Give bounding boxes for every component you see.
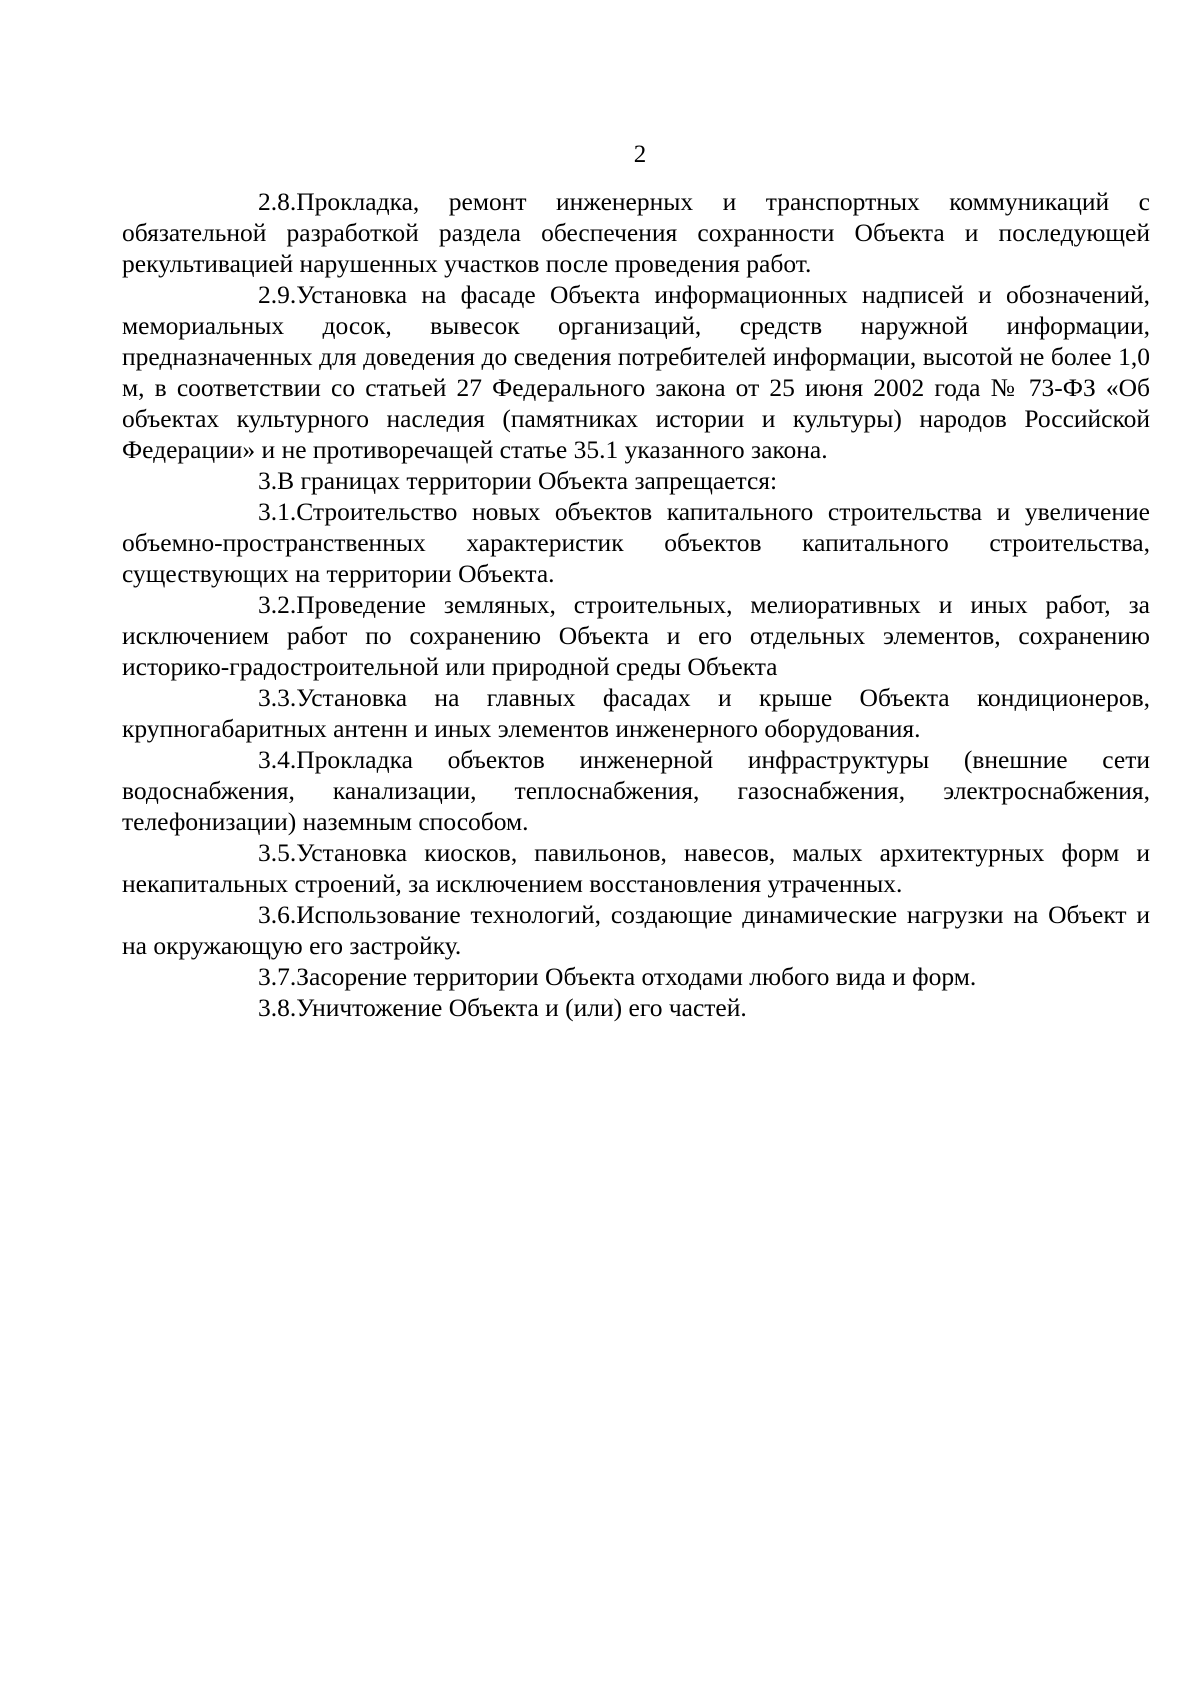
paragraph-number: 2.8. <box>258 187 297 216</box>
paragraph-3-3 <box>122 682 1150 744</box>
paragraph-number: 3.3. <box>258 683 297 712</box>
paragraph-text: Установка киосков, павильонов, навесов, малых архитектурных форм и некапитальных строений, за исключением восстановления утраченных. <box>122 838 1150 898</box>
paragraph-number: 3.2. <box>258 590 297 619</box>
paragraph-3 <box>122 465 1150 496</box>
paragraph-text: Использование технологий, создающие динамические нагрузки на Объект и на окружающую его застройку. <box>122 900 1150 960</box>
paragraph-3-6 <box>122 899 1150 961</box>
paragraph-3-4 <box>122 744 1150 837</box>
paragraph-3-2 <box>122 589 1150 682</box>
paragraph-2-9 <box>122 279 1150 465</box>
paragraph-3-7 <box>122 961 1150 992</box>
paragraph-number: 3.7. <box>258 962 297 991</box>
paragraph-text: Строительство новых объектов капитального строительства и увеличение объемно-пространственных характеристик объектов капитального строительства, существующих на территории Объекта. <box>122 497 1150 588</box>
paragraph-3-1 <box>122 496 1150 589</box>
paragraph-text: Засорение территории Объекта отходами любого вида и форм. <box>296 962 977 991</box>
paragraph-text: Установка на фасаде Объекта информационных надписей и обозначений, мемориальных досок, вывесок организаций, средств наружной информации, предназначенных для доведения до сведения потребителей информации, высотой не более 1,0 м, в соответствии со статьей 27 Федерального закона от 25 июня 2002 года № 73-ФЗ «Об объектах культурного наследия (памятниках истории и культуры) народов Российской Федерации» и не противоречащей статье 35.1 указанного закона. <box>122 280 1150 464</box>
paragraph-text: В границах территории Объекта запрещается: <box>277 466 778 495</box>
paragraph-2-8 <box>122 186 1150 279</box>
page-number: 2 <box>633 141 647 168</box>
paragraph-text: Прокладка объектов инженерной инфраструктуры (внешние сети водоснабжения, канализации, теплоснабжения, газоснабжения, электроснабжения, телефонизации) наземным способом. <box>122 745 1150 836</box>
paragraph-number: 3.5. <box>258 838 297 867</box>
paragraph-3-8 <box>122 992 1150 1023</box>
paragraph-number: 3.8. <box>258 993 297 1022</box>
paragraph-number: 3.1. <box>258 497 297 526</box>
paragraph-text: Прокладка, ремонт инженерных и транспортных коммуникаций с обязательной разработкой раздела обеспечения сохранности Объекта и последующей рекультивацией нарушенных участков после проведения работ. <box>122 187 1150 278</box>
paragraph-number: 3. <box>258 466 278 495</box>
paragraph-text: Уничтожение Объекта и (или) его частей. <box>296 993 747 1022</box>
paragraph-3-5 <box>122 837 1150 899</box>
paragraph-number: 3.6. <box>258 900 297 929</box>
paragraph-text: Проведение земляных, строительных, мелиоративных и иных работ, за исключением работ по сохранению Объекта и его отдельных элементов, сохранению историко-градостроительной или природной среды Объекта <box>122 590 1150 681</box>
paragraph-number: 3.4. <box>258 745 297 774</box>
paragraph-number: 2.9. <box>258 280 297 309</box>
paragraph-text: Установка на главных фасадах и крыше Объекта кондиционеров, крупногабаритных антенн и иных элементов инженерного оборудования. <box>122 683 1150 743</box>
document-body <box>122 186 1150 1023</box>
